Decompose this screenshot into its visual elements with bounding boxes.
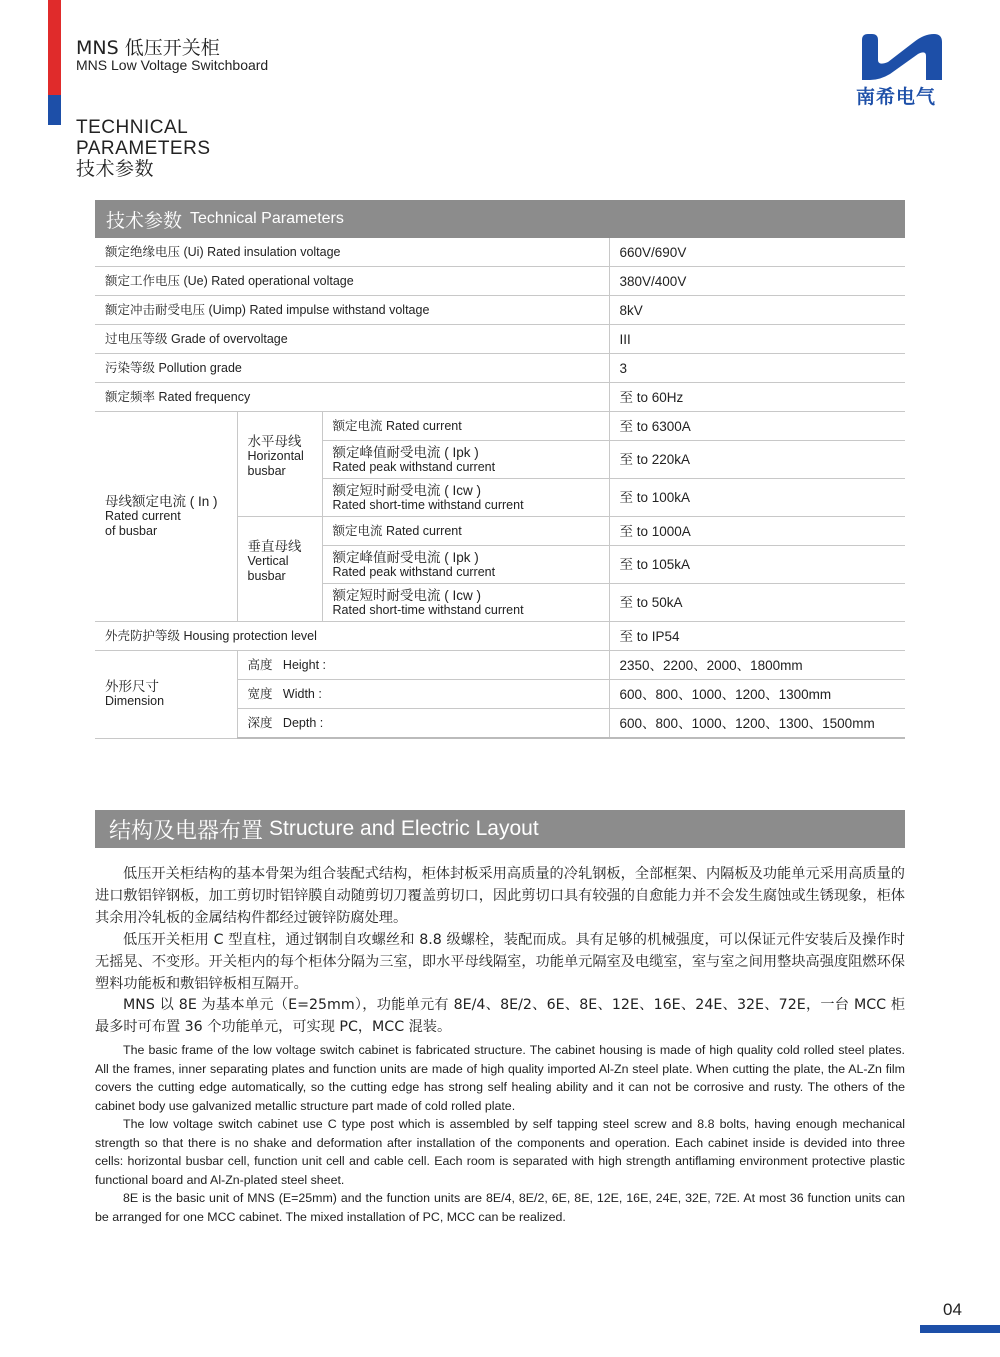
band-title-en: Technical Parameters: [190, 210, 344, 227]
param-label-en: Rated short-time withstand current: [332, 497, 524, 512]
section-heading: [76, 117, 211, 180]
param-label: 额定绝缘电压 (Ui) Rated insulation voltage: [95, 238, 609, 267]
param-label: [322, 479, 609, 517]
param-label-en: Rated peak withstand current: [332, 564, 496, 579]
param-value: 660V/690V: [609, 238, 905, 267]
paragraph-cn: 低压开关柜用 C 型直柱，通过钢制自攻螺丝和 8.8 级螺栓，装配而成。具有足够的机械强度，可以保证元件安装后及操作时无摇晃、不变形。开关柜内的每个柜体分隔为三室，即水平母线隔室，功能单元隔室及电缆室，室与室之间用整块高强度阻燃环保塑料功能板和敷铝锌板相互隔开。: [95, 932, 905, 992]
table-row: [95, 651, 905, 680]
vertical-busbar-en: busbar: [247, 569, 286, 583]
brand-logo: [852, 30, 947, 110]
table-row: [95, 267, 905, 296]
param-label-cn: 额定峰值耐受电流 ( Ipk ): [332, 444, 479, 460]
horizontal-busbar-en: Horizontal: [247, 449, 304, 463]
dimension-label-cn: 外形尺寸: [105, 679, 159, 695]
brand-logo-text: 南希电气: [856, 86, 937, 108]
vertical-busbar-label: [237, 517, 322, 622]
parameters-table: [95, 238, 905, 739]
param-value: 至 to 6300A: [609, 412, 905, 441]
param-value: 至 to 105kA: [609, 546, 905, 584]
table-row: [95, 383, 905, 412]
accent-bar-red: [48, 0, 61, 95]
paragraph-en: The low voltage switch cabinet use C type post which is assembled by self tapping steel screw and 8.8 bolts, having enough mechanical strength so that there is no shake and deformation after installation of the components and operation. Each cabinet inside is devided into three cells: horizontal busbar cell, function unit cell and cable cell. Each room is separated with high strength antiflaming environment protective plastic functional board and Al-Zn-plated steel sheet.: [95, 1117, 905, 1187]
doc-title: MNS 低压开关柜: [76, 37, 220, 59]
param-label: 额定电流 Rated current: [322, 412, 609, 441]
table-row: [95, 296, 905, 325]
param-label-en: Rated peak withstand current: [332, 459, 496, 474]
structure-band: [95, 810, 905, 848]
vertical-busbar-en: Vertical: [247, 554, 289, 568]
table-row: [95, 622, 905, 651]
param-label: 额定冲击耐受电压 (Uimp) Rated impulse withstand voltage: [95, 296, 609, 325]
doc-subtitle: MNS Low Voltage Switchboard: [76, 57, 269, 73]
param-label-cn: 额定短时耐受电流 ( Icw ): [332, 482, 481, 498]
param-value: 至 to 50kA: [609, 584, 905, 622]
param-label: 宽度 Width :: [237, 680, 609, 709]
param-value: 3: [609, 354, 905, 383]
param-label: 深度 Depth :: [237, 709, 609, 739]
param-value: 380V/400V: [609, 267, 905, 296]
horizontal-busbar-cn: 水平母线: [247, 434, 302, 449]
param-label: 高度 Height :: [237, 651, 609, 680]
busbar-label-cn: 母线额定电流 ( In ): [105, 494, 218, 509]
page-accent-bar: [920, 1325, 1000, 1333]
paragraph-en: 8E is the basic unit of MNS (E=25mm) and the function units are 8E/4, 8E/2, 6E, 8E, 12E, 16E, 24E, 32E, 72E. At most 36 function units can be arranged for one MCC cabinet. The mixed installation of PC, MCC can be realized.: [95, 1191, 905, 1224]
paragraph-en: The basic frame of the low voltage switch cabinet is fabricated structure. The cabinet housing is made of high quality cold rolled steel plates. All the frames, inner separating plates and function units are made of high quality imported Al-Zn steel plate. When cutting the plate, the AL-Zn film covers the cutting edge automatically, so the cutting edge has strong self healing ability and it can not be corrosive and rusty. The others of the cabinet body use galvanized metallic structure part made of cold rolled plate.: [95, 1043, 905, 1113]
busbar-group-label: [95, 412, 237, 622]
param-label-cn: 额定峰值耐受电流 ( Ipk ): [332, 549, 479, 565]
dimension-label: [95, 651, 237, 739]
vertical-busbar-cn: 垂直母线: [247, 539, 302, 554]
tech-params-band: [95, 200, 905, 238]
band-title-cn: 结构及电器布置: [109, 818, 264, 844]
paragraph-cn: MNS 以 8E 为基本单元（E=25mm），功能单元有 8E/4、8E/2、6E、8E、12E、16E、24E、32E、72E，一台 MCC 柜最多时可布置 36 个功能单元，可实现 PC，MCC 混装。: [95, 997, 905, 1035]
brand-logo-icon: [858, 32, 944, 82]
param-value: 至 to 220kA: [609, 441, 905, 479]
param-label: 污染等级 Pollution grade: [95, 354, 609, 383]
paragraph-cn: 低压开关柜结构的基本骨架为组合装配式结构，柜体封板采用高质量的冷轧钢板，全部框架、内隔板及功能单元采用高质量的进口敷铝锌钢板，加工剪切时铝锌膜自动随剪切刀覆盖剪切口，因此剪切口具有较强的自愈能力并不会发生腐蚀或生锈现象，柜体其余用冷轧板的金属结构件都经过镀锌防腐处理。: [95, 866, 905, 926]
section-heading-line: 技术参数: [76, 159, 155, 180]
param-value: 2350、2200、2000、1800mm: [609, 651, 905, 680]
band-title-cn: 技术参数: [106, 209, 183, 232]
page-number: 04: [943, 1300, 962, 1319]
param-value: 600、800、1000、1200、1300、1500mm: [609, 709, 905, 739]
param-value: 至 to IP54: [609, 622, 905, 651]
param-value: III: [609, 325, 905, 354]
param-label: [322, 441, 609, 479]
horizontal-busbar-label: [237, 412, 322, 517]
busbar-label-en: Rated current: [105, 509, 181, 523]
section-heading-line: PARAMETERS: [76, 138, 211, 159]
param-value: 至 to 100kA: [609, 479, 905, 517]
table-row: [95, 354, 905, 383]
param-value: 至 to 1000A: [609, 517, 905, 546]
param-label: 额定电流 Rated current: [322, 517, 609, 546]
accent-bar-blue: [48, 95, 61, 125]
param-label: 额定频率 Rated frequency: [95, 383, 609, 412]
busbar-label-en: of busbar: [105, 524, 158, 538]
band-title-en: Structure and Electric Layout: [269, 817, 539, 840]
table-row: [95, 412, 905, 441]
param-label: [322, 584, 609, 622]
param-label-cn: 额定短时耐受电流 ( Icw ): [332, 587, 481, 603]
param-value: 8kV: [609, 296, 905, 325]
section-heading-line: TECHNICAL: [76, 117, 189, 138]
param-label: 额定工作电压 (Ue) Rated operational voltage: [95, 267, 609, 296]
param-value: 600、800、1000、1200、1300mm: [609, 680, 905, 709]
param-label-en: Rated short-time withstand current: [332, 602, 524, 617]
param-label: 过电压等级 Grade of overvoltage: [95, 325, 609, 354]
horizontal-busbar-en: busbar: [247, 464, 286, 478]
param-label: [322, 546, 609, 584]
param-value: 至 to 60Hz: [609, 383, 905, 412]
dimension-label-en: Dimension: [105, 694, 165, 709]
table-row: [95, 238, 905, 267]
table-row: [95, 325, 905, 354]
param-label: 外壳防护等级 Housing protection level: [95, 622, 609, 651]
